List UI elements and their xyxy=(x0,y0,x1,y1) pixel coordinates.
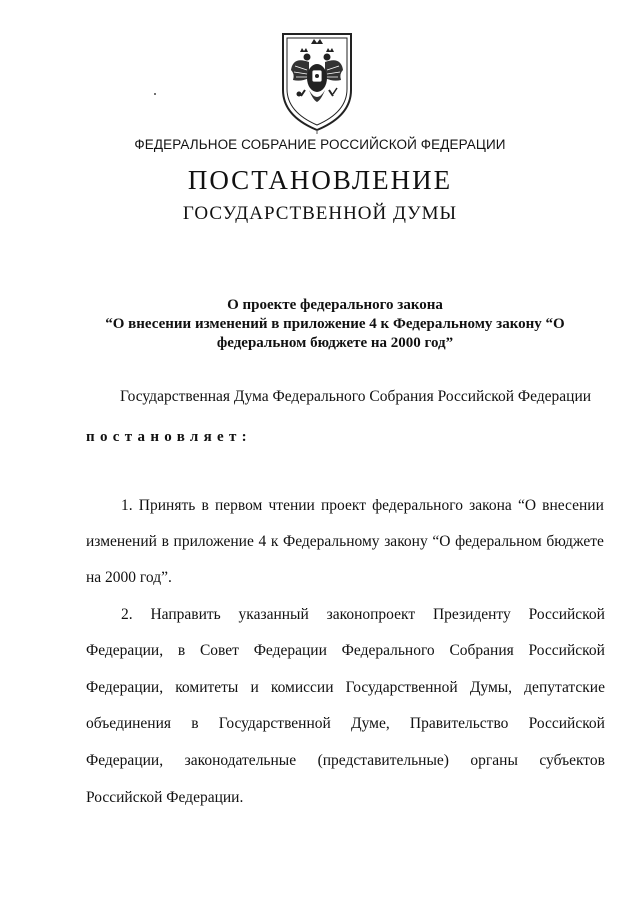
word: Думы, xyxy=(469,679,513,696)
word: объединения xyxy=(86,715,172,732)
paragraph-2-line-6: Российской Федерации. xyxy=(86,789,244,806)
word: Федерации xyxy=(253,642,327,659)
word: Думе, xyxy=(351,715,390,732)
word: закона xyxy=(469,497,512,514)
word: Российской xyxy=(528,642,605,659)
word: и xyxy=(250,679,259,696)
word: изменений xyxy=(86,533,157,550)
word: бюджете xyxy=(546,533,604,550)
word: Собрания xyxy=(449,642,514,659)
word: (представительные) xyxy=(317,752,449,769)
word: 1. xyxy=(121,497,133,514)
paragraph-2-line-2 xyxy=(86,642,605,660)
word: органы xyxy=(470,752,518,769)
word: к xyxy=(270,533,279,550)
word: Президенту xyxy=(432,606,511,623)
word: Государственной xyxy=(345,679,458,696)
assembly-heading: ФЕДЕРАЛЬНОЕ СОБРАНИЕ РОССИЙСКОЙ ФЕДЕРАЦИИ xyxy=(134,137,506,152)
word: Федерального xyxy=(341,642,435,659)
word: 2. xyxy=(121,606,133,623)
word: 4 xyxy=(258,533,267,550)
word: Принять xyxy=(138,497,196,514)
word: в xyxy=(191,715,199,732)
word: “О xyxy=(432,533,451,550)
word: федеральном xyxy=(455,533,542,550)
word: Направить xyxy=(150,606,221,623)
word: “О xyxy=(517,497,537,514)
word: в xyxy=(161,533,169,550)
paragraph-2-line-3 xyxy=(86,679,605,697)
word: Федерации, xyxy=(86,752,164,769)
word: комитеты xyxy=(175,679,239,696)
subject-line: О проекте федерального закона xyxy=(227,297,443,313)
paragraph-2-line-1 xyxy=(121,606,605,624)
resolution-subject xyxy=(86,296,584,353)
subject-line: “О внесении изменений в приложение 4 к Федеральному закону “О xyxy=(105,316,565,332)
word: Российской xyxy=(528,715,605,732)
subject-line: федеральном бюджете на 2000 год” xyxy=(216,335,454,351)
word: в xyxy=(177,642,186,659)
word: Совет xyxy=(199,642,239,659)
resolves-word: постановляет: xyxy=(86,429,252,445)
word: Федеральному xyxy=(282,533,380,550)
paragraph-1-line-2 xyxy=(86,533,604,551)
word: субъектов xyxy=(539,752,605,769)
word: Федерации, xyxy=(86,679,164,696)
coat-of-arms-emblem xyxy=(279,30,355,134)
word: федерального xyxy=(372,497,463,514)
document-subtitle: ГОСУДАРСТВЕННОЙ ДУМЫ xyxy=(182,203,458,224)
word: Федерации, xyxy=(86,642,164,659)
word: первом xyxy=(214,497,263,514)
word: Российской xyxy=(528,606,605,623)
paragraph-1-line-3: на 2000 год”. xyxy=(86,569,172,586)
word: в xyxy=(201,497,209,514)
paragraph-2-line-5 xyxy=(86,752,605,770)
word: внесении xyxy=(542,497,604,514)
word: указанный xyxy=(238,606,309,623)
scan-speck xyxy=(154,93,156,95)
word: проект xyxy=(321,497,366,514)
word: комиссии xyxy=(270,679,334,696)
paragraph-2-line-4 xyxy=(86,715,605,733)
paragraph-1-line-1 xyxy=(121,497,604,515)
word: законодательные xyxy=(184,752,297,769)
preamble: Государственная Дума Федерального Собрания Российской Федерации xyxy=(120,388,592,405)
word: чтении xyxy=(268,497,315,514)
word: законопроект xyxy=(326,606,416,623)
word: закону xyxy=(384,533,428,550)
word: депутатские xyxy=(524,679,605,696)
word: Государственной xyxy=(218,715,331,732)
word: приложение xyxy=(173,533,254,550)
document-title: ПОСТАНОВЛЕНИЕ xyxy=(187,165,453,195)
word: Правительство xyxy=(409,715,509,732)
